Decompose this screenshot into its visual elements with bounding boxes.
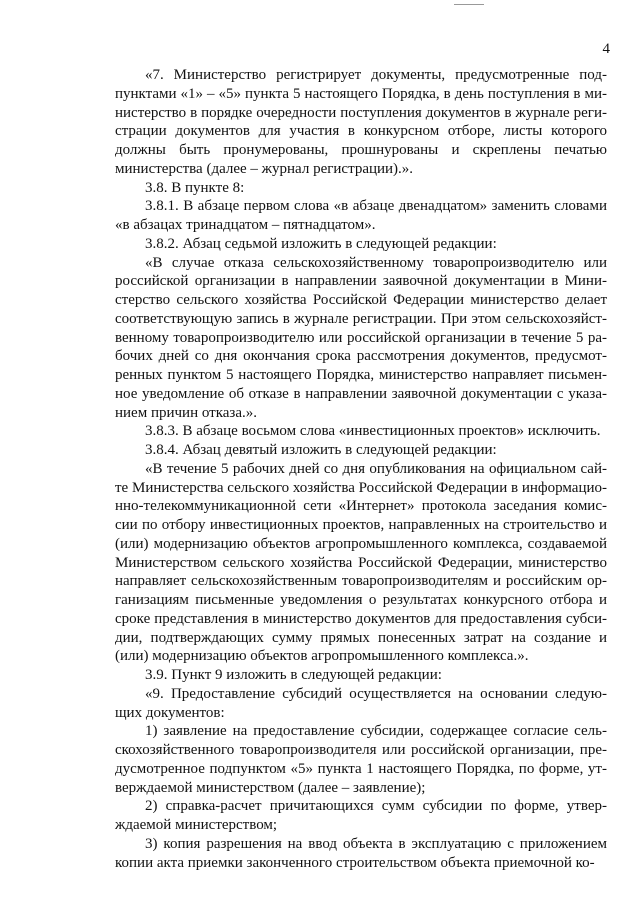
document-body (115, 66, 607, 872)
scan-edge-mark (454, 0, 484, 5)
paragraph-3-8-2: 3.8.2. Абзац седьмой изложить в следующей редакции: (145, 235, 497, 252)
paragraph-3-9: 3.9. Пункт 9 изложить в следующей редакции: (145, 667, 442, 683)
paragraph-3-8-3: 3.8.3. В абзаце восьмом слова «инвестиционных проектов» исключить. (145, 423, 601, 440)
paragraph-refusal-notice: «В случае отказа сельскохозяйственному товаропроизводителю или российской организации в направлении заявочной документации в Министерство сельского хозяйства Российской Федерации министерство делает соответствующую запись в журнале регистрации. При этом сельскохозяйственному товаропроизводителю или российской организации в течение 5 рабочих дней со дня окончания срока рассмотрения документов, предусмотренных пунктом 5 настоящего Порядка, министерство направляет письменное уведомление об отказе в направлении заявочной документации с указанием причин отказа.». (115, 254, 607, 421)
paragraph-3-8-1: 3.8.1. В абзаце первом слова «в абзаце двенадцатом» заменить словами «в абзацах тринадцатом – пятнадцатом». (115, 198, 607, 233)
paragraph-point-7: «7. Министерство регистрирует документы, предусмотренные подпунктами «1» – «5» пункта 5 настоящего Порядка, в день поступления в министерство в порядке очередности поступления документов в журнале регистрации документов для участия в конкурсном отборе, листы которого должны быть пронумерованы, прошнурованы и скреплены печатью министерства (далее – журнал регистрации).». (115, 67, 607, 177)
paragraph-3-8-4: 3.8.4. Абзац девятый изложить в следующей редакции: (145, 442, 497, 458)
paragraph-publication-notice: «В течение 5 рабочих дней со дня опубликования на официальном сайте Министерства сельского хозяйства Российской Федерации в информационно-телекоммуникационной сети «Интернет» протокола заседания комиссии по отбору инвестиционных проектов, направленных на строительство и (или) модернизацию объектов агропромышленного комплекса, создаваемой Министерством сельского хозяйства Российской Федерации, министерство направляет сельскохозяйственным товаропроизводителям и российским организациям письменные уведомления о результатах конкурсного отбора и сроке представления в министерство документов для предоставления субсидии, подтверждающих сумму прямых понесенных затрат на создание и (или) модернизацию объектов агропромышленного комплекса.». (115, 460, 607, 665)
paragraph-3-8: 3.8. В пункте 8: (145, 179, 245, 196)
page-number: 4 (602, 41, 610, 57)
list-item-1: 1) заявление на предоставление субсидии, содержащее согласие сельскохозяйственного товаропроизводителя или российской организации, предусмотренное подпунктом «5» пункта 1 настоящего Порядка, по форме, утверждаемой министерством (далее – заявление); (115, 723, 607, 796)
paragraph-point-9: «9. Предоставление субсидий осуществляется на основании следующих документов: (115, 685, 607, 721)
list-item-3: 3) копия разрешения на ввод объекта в эксплуатацию с приложением копии акта приемки законченного строительством объекта приемочной ко- (115, 835, 607, 871)
list-item-2: 2) справка-расчет причитающихся сумм субсидии по форме, утверждаемой министерством; (115, 798, 607, 833)
